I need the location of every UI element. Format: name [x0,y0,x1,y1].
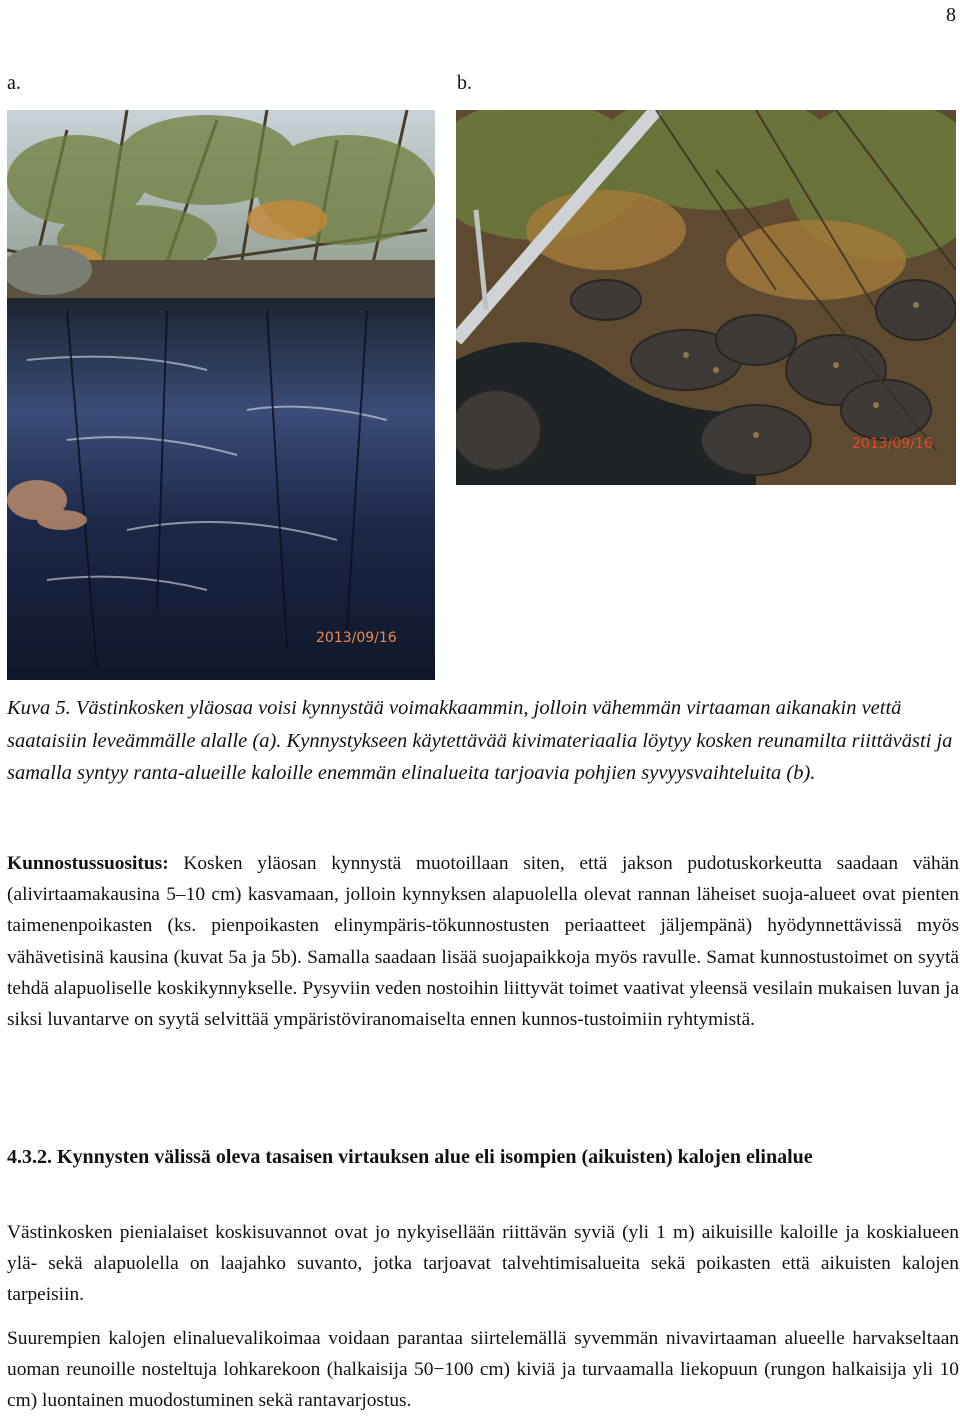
photo-b [456,110,956,485]
figure-label-a: a. [7,72,21,94]
section-paragraph-2: Suurempien kalojen elinaluevalikoimaa voidaan parantaa siirtelemällä syvemmän nivavirtaaman alueelle harvakseltaan uoman reunoille nosteltuja lohkarekoon (halkaisija 50−100 cm) kiviä ja turvaamalla liekopuun (rungon halkaisija yli 10 cm) luontainen muodostuminen sekä rantavarjostus. [7,1328,959,1412]
photo-b-date-stamp: 2013/09/16 [852,436,933,452]
photo-a-date-stamp: 2013/09/16 [316,630,397,646]
figure-caption: Kuva 5. Västinkosken yläosaa voisi kynnystää voimakkaammin, jolloin vähemmän virtaaman aikanakin vettä saataisiin leveämmälle alalle (a). Kynnystykseen käytettävää kivimateriaalia löytyy kosken reunamilta riittävästi ja samalla syntyy ranta-alueille kaloille enemmän elinalueita tarjoavia pohjien syvyysvaihteluita (b). [7,697,953,784]
photo-a [7,110,435,680]
recommendation-text: Kosken yläosan kynnystä muotoillaan siten, että jakson pudotuskorkeutta saadaan vähän (alivirtaamakausina 5–10 cm) kasvamaan, jolloin kynnyksen alapuolella olevat rannan läheiset suoja-alueet ovat pienten taimenenpoikasten (ks. pienpoikasten elinympäris-tökunnostusten periaatteet jäljempänä) hyödynnettävissä myös vähävetisinä kausina (kuvat 5a ja 5b). Samalla saadaan lisää suojapaikkoja myös ravulle. Samat kunnostustoimet on syytä tehdä alapuoliselle koskikynnykselle. Pysyviin veden nostoihin liittyvät toimet vaativat yleensä vesilain mukaisen luvan ja siksi luvantarve on syytä selvittää ympäristöviranomaiselta ennen kunnos-tustoimiin ryhtymistä. [7,853,959,1031]
section-paragraph-1: Västinkosken pienialaiset koskisuvannot ovat jo nykyisellään riittävän syviä (yli 1 m) aikuisille kaloille ja koskialueen ylä- sekä alapuolella on laajahko suvanto, jotka tarjoavat talvehtimisalueita sekä poikasten että aikuisten kalojen tarpeisiin. [7,1222,959,1306]
recommendation-lead: Kunnostussuositus: [7,853,169,874]
recommendation-paragraph [7,848,959,1035]
page-number: 8 [946,4,956,26]
figure-label-b: b. [457,72,472,94]
section-heading: 4.3.2. Kynnysten välissä oleva tasaisen virtauksen alue eli isompien (aikuisten) kalojen elinalue [7,1146,813,1168]
